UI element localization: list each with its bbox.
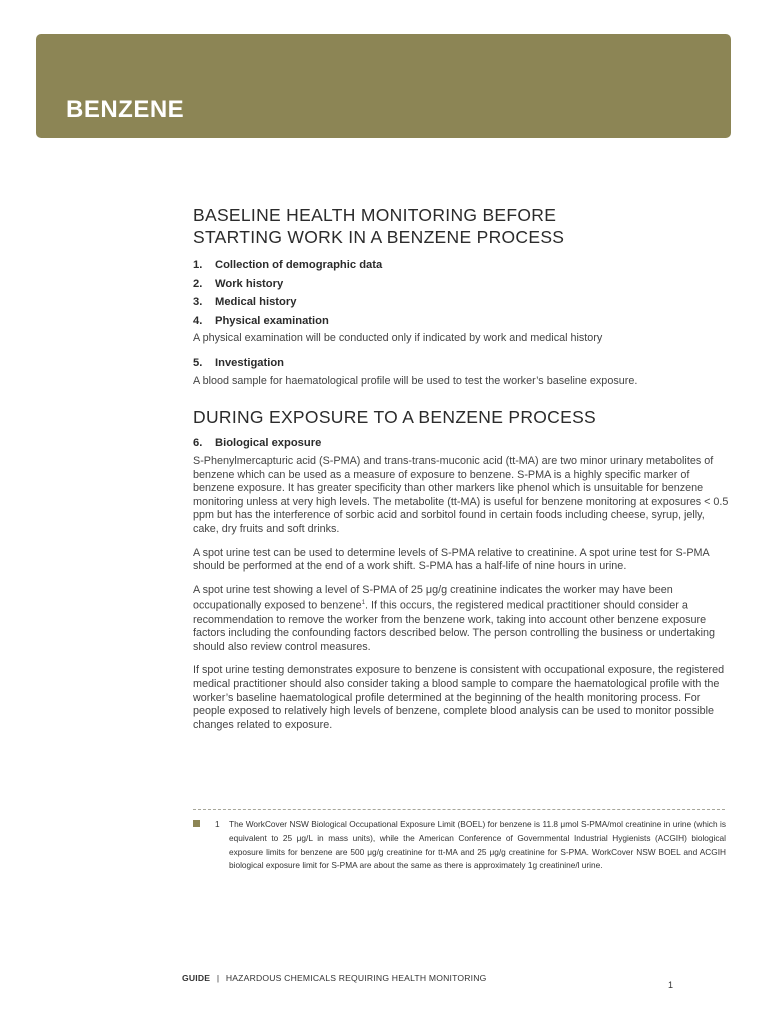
paragraph-spot-urine-test: A spot urine test can be used to determine levels of S-PMA relative to creatinine. A spot urine test for S-PMA should be performed at the end of a work shift. S-PMA has a half-life of nine hours in urine. (193, 546, 710, 573)
item-label: Investigation (215, 357, 284, 369)
footnote-divider (193, 809, 725, 810)
footnote (193, 818, 726, 873)
footnote-number: 1 (215, 819, 220, 829)
page-title: BENZENE (66, 96, 185, 123)
list-item (193, 312, 733, 331)
paragraph-blood-sample: If spot urine testing demonstrates exposure to benzene is consistent with occupational exposure, the registered medical practitioner should also consider taking a blood sample to compare the haematological profile with the worker’s baseline haematological profile determined at the beginning of the health monitoring process. For people exposed to relatively high levels of benzene, complete blood analysis can be used to monitor possible changes related to exposure. (193, 664, 725, 731)
item-number: 6. (193, 436, 203, 449)
paragraph-spma-level (193, 584, 733, 655)
item-label: Work history (215, 277, 284, 290)
item-number: 3. (193, 296, 203, 308)
page-footer (182, 973, 487, 983)
list-item (193, 293, 733, 312)
paragraph-biological-exposure: S-Phenylmercapturic acid (S-PMA) and trans-trans-muconic acid (tt-MA) are two minor urinary metabolites of benzene which can be used as a measure of exposure to benzene. S-PMA is a highly specific marker of benzene exposure. It has greater specificity than other markers like phenol which is unsuitable for benzene monitoring unless at very high levels. The metabolite (tt-MA) is useful for benzene monitoring at exposures < 0.5 ppm but has the interference of sorbic acid and sorbitol found in certain foods including cheese, syrup, jelly, cake, dry fruits and soft drinks. (193, 455, 729, 535)
para3-text-a: A spot urine test showing a level of S-PMA of 25 μg/g creatinine indicates the worker may have been occupationally exposed to benzene (193, 583, 673, 612)
footer-separator: | (216, 973, 220, 983)
item-number: 2. (193, 277, 203, 290)
page-number: 1 (668, 980, 674, 990)
list-item (193, 256, 733, 275)
footer-guide: GUIDE (182, 973, 211, 983)
item-number: 4. (193, 314, 203, 327)
item-number: 5. (193, 357, 203, 369)
section1-heading (193, 204, 733, 248)
item-label: Medical history (215, 296, 297, 308)
list-item (193, 434, 733, 453)
square-bullet-icon (193, 820, 200, 827)
list-item (193, 354, 733, 373)
footnote-ref: 1 (361, 600, 366, 607)
para3-text-b: . If this occurs, the registered medical practitioner should consider a recommendation to remove the worker from the benzene work, taking into account other benzene exposure factors including the confounding factors described below. The person controlling the business or undertaking should also review control measures. (193, 599, 715, 653)
footer-title: HAZARDOUS CHEMICALS REQUIRING HEALTH MONITORING (225, 973, 487, 983)
main-content (193, 204, 733, 742)
section1-heading-line2: STARTING WORK IN A BENZENE PROCESS (193, 227, 565, 247)
list-item (193, 275, 733, 294)
item-label: Physical examination (215, 314, 329, 327)
item-label: Biological exposure (215, 436, 322, 449)
item4-description: A physical examination will be conducted only if indicated by work and medical history (193, 332, 603, 344)
footnote-text: The WorkCover NSW Biological Occupational Exposure Limit (BOEL) for benzene is 11.8 μmol S-PMA/mol creatinine in urine (which is equivalent to 25 μg/L in mass units), while the American Conference of Governmental Industrial Hygienists (ACGIH) biological exposure limits for benzene are 500 μg/g creatinine for tt-MA and 25 μg/g creatinine for S-PMA. WorkCover NSW BOEL and ACGIH biological exposure limit for S-PMA are about the same as there is approximately 1g creatinine/l urine. (229, 819, 726, 871)
item-number: 1. (193, 259, 203, 271)
item5-description: A blood sample for haematological profile will be used to test the worker’s baseline exposure. (193, 374, 638, 387)
section2-heading: DURING EXPOSURE TO A BENZENE PROCESS (193, 406, 597, 427)
title-banner (36, 34, 731, 138)
item-label: Collection of demographic data (215, 259, 383, 271)
section1-heading-line1: BASELINE HEALTH MONITORING BEFORE (193, 205, 557, 225)
